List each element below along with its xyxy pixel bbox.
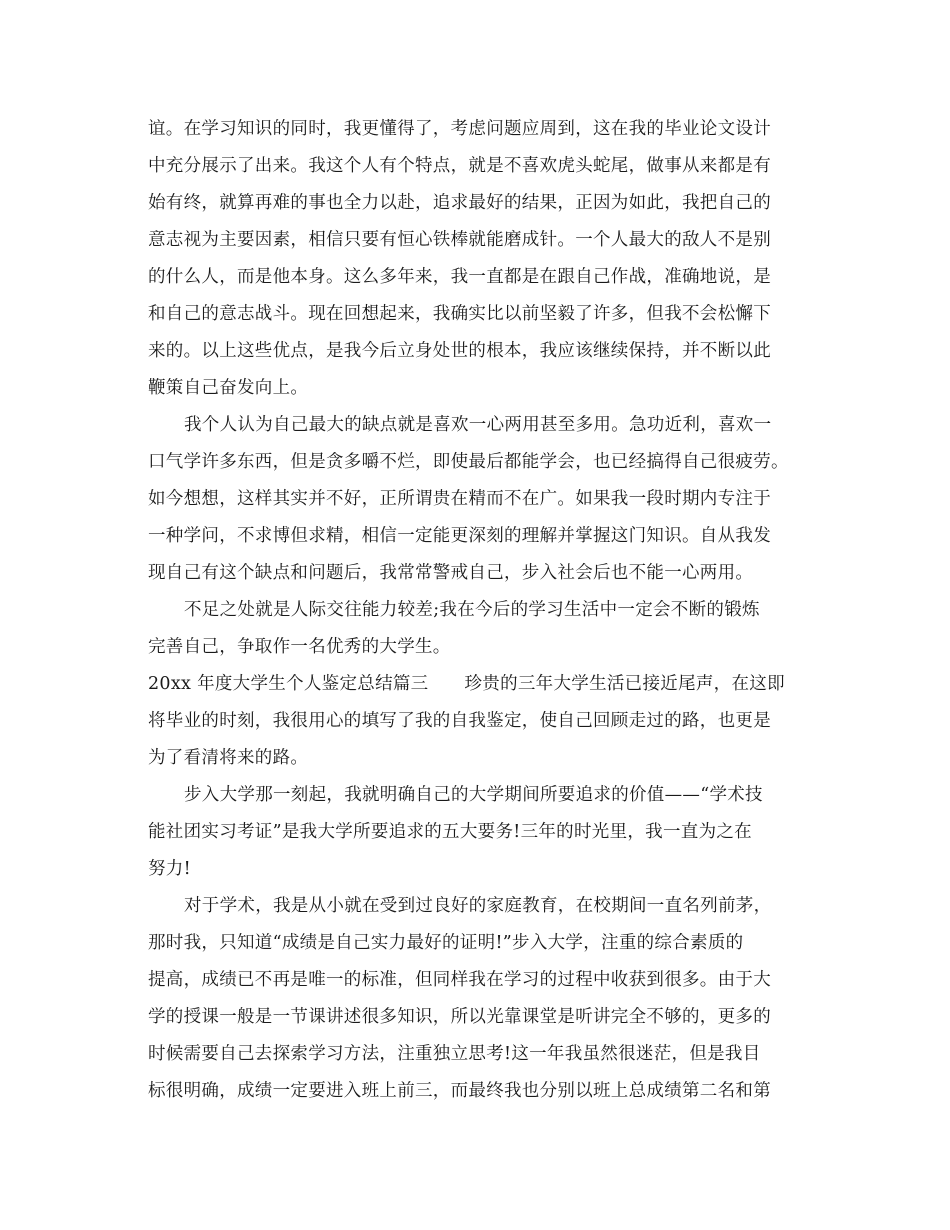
text-line: 那时我，只知道“成绩是自己实力最好的证明!”步入大学，注重的综合素质的 bbox=[148, 933, 744, 953]
text-line: 一种学问，不求博但求精，相信一定能更深刻的理解并掌握这门知识。自从我发 bbox=[148, 526, 771, 546]
paragraph-first-line: 不足之处就是人际交往能力较差;我在今后的学习生活中一定会不断的锻炼 bbox=[184, 600, 760, 620]
text-line: 口气学许多东西，但是贪多嚼不烂，即使最后都能学会，也已经搞得自己很疲劳。 bbox=[148, 452, 789, 472]
text-line: 时候需要自己去探索学习方法，注重独立思考!这一年我虽然很迷茫，但是我目 bbox=[148, 1044, 761, 1064]
paragraph-first-line: 对于学术，我是从小就在受到过良好的家庭教育，在校期间一直名列前茅， bbox=[184, 896, 772, 916]
section-intro-text: 珍贵的三年大学生活已接近尾声，在这即 bbox=[464, 674, 785, 694]
text-line: 努力! bbox=[148, 859, 191, 879]
paragraph-first-line: 步入大学那一刻起，我就明确自己的大学期间所要追求的价值——“学术技 bbox=[184, 785, 763, 805]
section-heading-line bbox=[148, 669, 785, 699]
text-line: 鞭策自己奋发向上。 bbox=[148, 378, 309, 398]
text-line: 标很明确，成绩一定要进入班上前三，而最终我也分别以班上总成绩第二名和第 bbox=[148, 1081, 771, 1101]
text-line: 谊。在学习知识的同时，我更懂得了，考虑问题应周到，这在我的毕业论文设计 bbox=[148, 119, 771, 139]
text-line: 完善自己，争取作一名优秀的大学生。 bbox=[148, 637, 451, 657]
text-line: 如今想想，这样其实并不好，正所谓贵在精而不在广。如果我一段时期内专注于 bbox=[148, 489, 771, 509]
text-line: 和自己的意志战斗。现在回想起来，我确实比以前坚毅了许多，但我不会松懈下 bbox=[148, 304, 771, 324]
text-line: 中充分展示了出来。我这个人有个特点，就是不喜欢虎头蛇尾，做事从来都是有 bbox=[148, 156, 771, 176]
text-line: 为了看清将来的路。 bbox=[148, 748, 309, 768]
text-line: 始有终，就算再难的事也全力以赴，追求最好的结果，正因为如此，我把自己的 bbox=[148, 193, 771, 213]
text-line: 的什么人，而是他本身。这么多年来，我一直都是在跟自己作战，准确地说，是 bbox=[148, 267, 771, 287]
section-heading: 20xx 年度大学生个人鉴定总结篇三 bbox=[148, 674, 429, 694]
text-line: 意志视为主要因素，相信只要有恒心铁棒就能磨成针。一个人最大的敌人不是别 bbox=[148, 230, 771, 250]
text-line: 学的授课一般是一节课讲述很多知识，所以光靠课堂是听讲完全不够的，更多的 bbox=[148, 1007, 771, 1027]
text-line: 来的。以上这些优点，是我今后立身处世的根本，我应该继续保持，并不断以此 bbox=[148, 341, 771, 361]
text-line: 现自己有这个缺点和问题后，我常常警戒自己，步入社会后也不能一心两用。 bbox=[148, 563, 754, 583]
text-line: 将毕业的时刻，我很用心的填写了我的自我鉴定，使自己回顾走过的路，也更是 bbox=[148, 711, 771, 731]
paragraph-first-line: 我个人认为自己最大的缺点就是喜欢一心两用甚至多用。急功近利，喜欢一 bbox=[184, 415, 772, 435]
text-line: 提高，成绩已不再是唯一的标准，但同样我在学习的过程中收获到很多。由于大 bbox=[148, 970, 771, 990]
text-line: 能社团实习考证”是我大学所要追求的五大要务!三年的时光里，我一直为之在 bbox=[148, 822, 752, 842]
